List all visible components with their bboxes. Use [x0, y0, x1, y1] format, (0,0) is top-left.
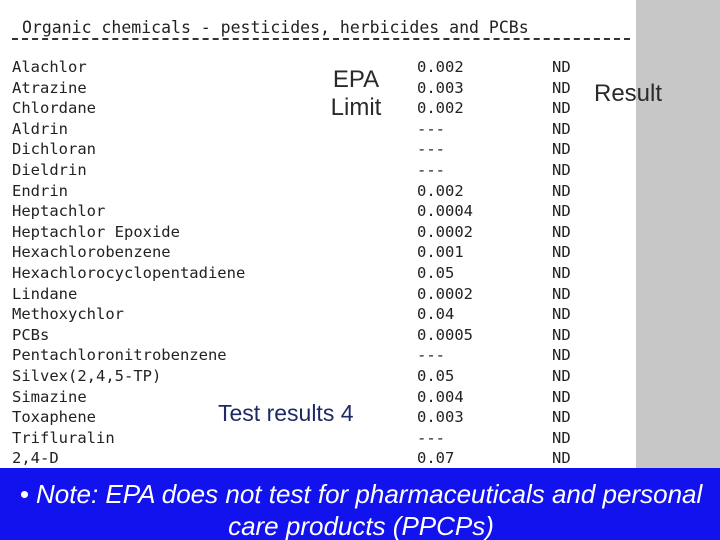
result-value: ND: [552, 119, 571, 138]
table-row: [0, 264, 636, 285]
epa-limit-value: ---: [417, 140, 445, 159]
result-value: ND: [552, 140, 571, 159]
result-value: ND: [552, 181, 571, 200]
chemical-name: Heptachlor Epoxide: [12, 222, 180, 241]
epa-limit-value: ---: [417, 119, 445, 138]
result-value: ND: [552, 325, 571, 344]
epa-limit-value: 0.0005: [417, 325, 473, 344]
chemical-name: Pentachloronitrobenzene: [12, 346, 227, 365]
result-value: ND: [552, 161, 571, 179]
chemical-name: Dieldrin: [12, 161, 87, 179]
epa-limit-value: 0.04: [417, 305, 455, 324]
epa-limit-value: ---: [417, 161, 445, 179]
chemical-name: Toxaphene: [12, 408, 96, 427]
chemical-name: PCBs: [12, 325, 50, 344]
epa-limit-value: 0.001: [417, 243, 464, 262]
dashed-divider: [12, 38, 630, 40]
table-row: [0, 346, 636, 367]
result-value: ND: [552, 387, 571, 406]
table-row: [0, 243, 636, 264]
epa-limit-value: 0.002: [417, 58, 464, 76]
chemical-name: Methoxychlor: [12, 305, 124, 324]
epa-limit-value: ---: [417, 428, 445, 447]
table-row: [0, 326, 636, 347]
chemical-name: Hexachlorobenzene: [12, 243, 171, 262]
chemical-name: Chlordane: [12, 99, 96, 118]
result-value: ND: [552, 449, 571, 468]
chemical-name: Dichloran: [12, 140, 96, 159]
table-row: [0, 140, 636, 161]
chemical-name: Trifluralin: [12, 428, 115, 447]
epa-limit-value: 0.07: [417, 449, 455, 468]
chemical-name: Endrin: [12, 181, 68, 200]
result-value: ND: [552, 367, 571, 385]
chemical-name: Simazine: [12, 387, 87, 406]
table-row: [0, 79, 636, 100]
table-row: [0, 367, 636, 388]
test-results-caption: Test results 4: [218, 400, 354, 426]
table-row: [0, 202, 636, 223]
epa-limit-value: 0.003: [417, 408, 464, 427]
sheet-title: Organic chemicals - pesticides, herbicides and PCBs: [22, 18, 529, 37]
result-value: ND: [552, 284, 571, 303]
table-row: [0, 161, 636, 182]
epa-limit-value: 0.002: [417, 99, 464, 118]
table-row: [0, 99, 636, 120]
chemical-name: Aldrin: [12, 119, 68, 138]
result-value: ND: [552, 243, 571, 262]
chemical-name: Alachlor: [12, 58, 87, 76]
chemical-name: 2,4-D: [12, 449, 59, 468]
epa-limit-value: 0.0004: [417, 202, 473, 221]
epa-limit-value: 0.05: [417, 367, 455, 385]
epa-limit-value: 0.05: [417, 264, 455, 282]
epa-limit-label: EPA Limit: [330, 66, 382, 121]
table-row: [0, 182, 636, 203]
result-value: ND: [552, 346, 571, 365]
epa-limit-value: 0.0002: [417, 284, 473, 303]
chemical-name: Heptachlor: [12, 202, 106, 221]
chemical-name: Atrazine: [12, 78, 87, 97]
result-value: ND: [552, 202, 571, 221]
result-value: ND: [552, 78, 571, 97]
epa-limit-value: 0.004: [417, 387, 464, 406]
chemical-name: Hexachlorocyclopentadiene: [12, 264, 246, 282]
right-background-band: [636, 0, 720, 468]
epa-limit-value: 0.0002: [417, 222, 473, 241]
table-row: [0, 429, 636, 450]
table-row: [0, 58, 636, 79]
result-value: ND: [552, 99, 571, 118]
table-row: [0, 305, 636, 326]
result-label: Result: [594, 80, 663, 107]
result-value: ND: [552, 58, 571, 76]
note-text: • Note: EPA does not test for pharmaceuticals and personal care products (PPCPs): [19, 479, 703, 540]
result-value: ND: [552, 408, 571, 427]
scanned-results-sheet: [0, 10, 636, 466]
result-value: ND: [552, 264, 571, 282]
result-value: ND: [552, 222, 571, 241]
result-value: ND: [552, 428, 571, 447]
result-value: ND: [552, 305, 571, 324]
epa-limit-value: 0.002: [417, 181, 464, 200]
table-row: [0, 120, 636, 141]
table-row: [0, 223, 636, 244]
epa-limit-value: ---: [417, 346, 445, 365]
chemical-name: Silvex(2,4,5-TP): [12, 367, 162, 385]
note-bar: [0, 468, 720, 540]
table-row: [0, 285, 636, 306]
epa-limit-value: 0.003: [417, 78, 464, 97]
chemical-name: Lindane: [12, 284, 78, 303]
